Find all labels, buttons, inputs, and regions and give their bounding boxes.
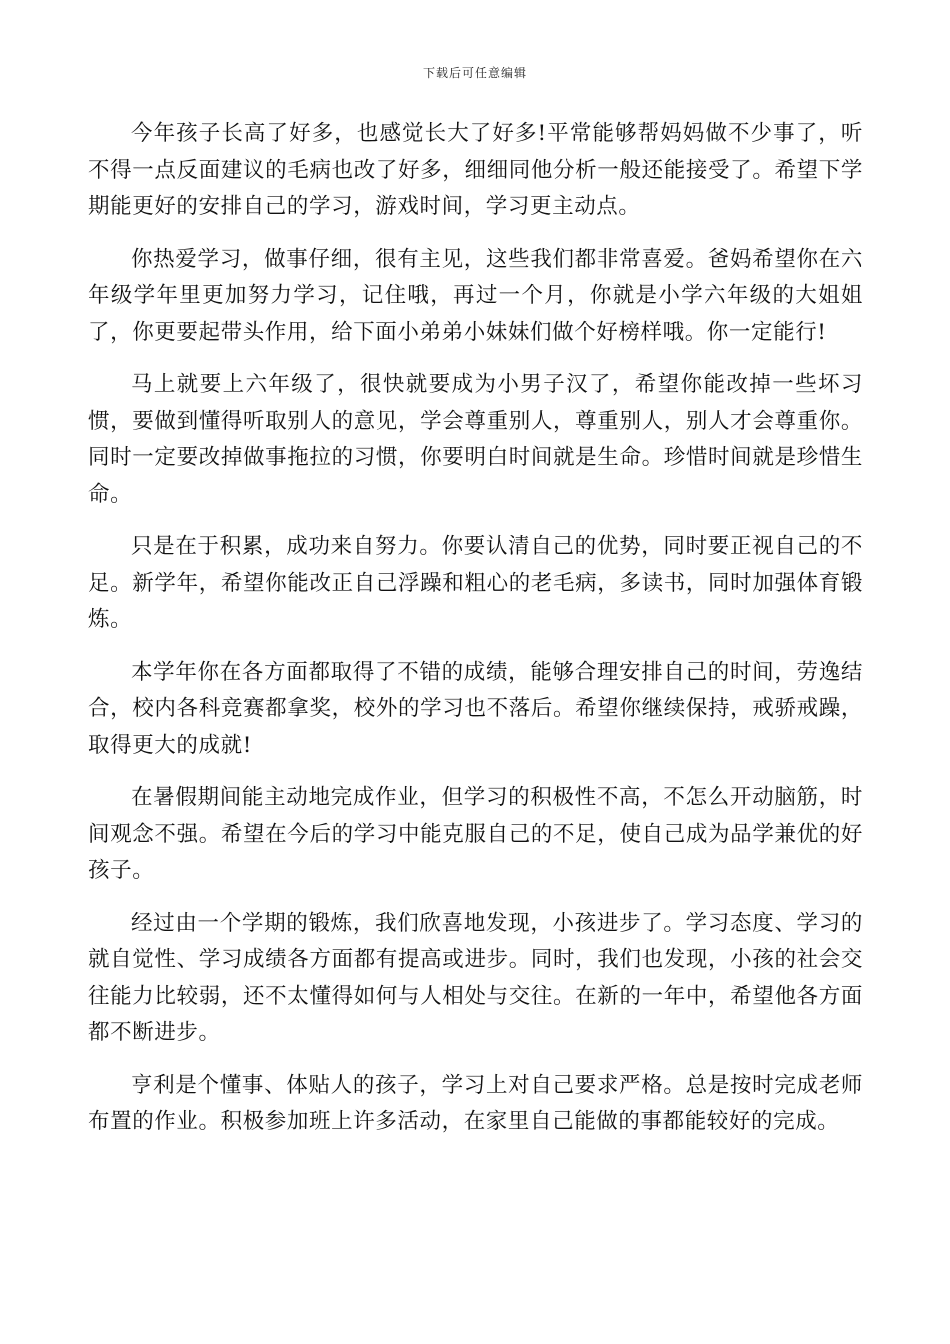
paragraph: 本学年你在各方面都取得了不错的成绩，能够合理安排自己的时间，劳逸结合，校内各科竞赛都拿奖，校外的学习也不落后。希望你继续保持，戒骄戒躁，取得更大的成就! xyxy=(88,659,863,758)
paragraph: 只是在于积累，成功来自努力。你要认清自己的优势，同时要正视自己的不足。新学年，希望你能改正自己浮躁和粗心的老毛病，多读书，同时加强体育锻炼。 xyxy=(88,534,863,632)
header-note: 下载后可任意编辑 xyxy=(422,66,527,80)
document-body xyxy=(88,116,863,1157)
paragraph: 今年孩子长高了好多，也感觉长大了好多!平常能够帮妈妈做不少事了，听不得一点反面建议的毛病也改了好多，细细同他分析一般还能接受了。希望下学期能更好的安排自己的学习，游戏时间，学习更主动点。 xyxy=(88,121,863,219)
paragraph: 亨利是个懂事、体贴人的孩子，学习上对自己要求严格。总是按时完成老师布置的作业。积极参加班上许多活动，在家里自己能做的事都能较好的完成。 xyxy=(88,1072,863,1134)
paragraph: 经过由一个学期的锻炼，我们欣喜地发现，小孩进步了。学习态度、学习的就自觉性、学习成绩各方面都有提高或进步。同时，我们也发现，小孩的社会交往能力比较弱，还不太懂得如何与人相处与交往。在新的一年中，希望他各方面都不断进步。 xyxy=(88,910,863,1045)
paragraph: 你热爱学习，做事仔细，很有主见，这些我们都非常喜爱。爸妈希望你在六年级学年里更加努力学习，记住哦，再过一个月，你就是小学六年级的大姐姐了，你更要起带头作用，给下面小弟弟小妹妹们做个好榜样哦。你一定能行! xyxy=(88,246,863,345)
paragraph: 马上就要上六年级了，很快就要成为小男子汉了，希望你能改掉一些坏习惯，要做到懂得听取别人的意见，学会尊重别人，尊重别人，别人才会尊重你。同时一定要改掉做事拖拉的习惯，你要明白时间就是生命。珍惜时间就是珍惜生命。 xyxy=(88,372,863,507)
paragraph: 在暑假期间能主动地完成作业，但学习的积极性不高，不怎么开动脑筋，时间观念不强。希望在今后的学习中能克服自己的不足，使自己成为品学兼优的好孩子。 xyxy=(88,785,863,883)
